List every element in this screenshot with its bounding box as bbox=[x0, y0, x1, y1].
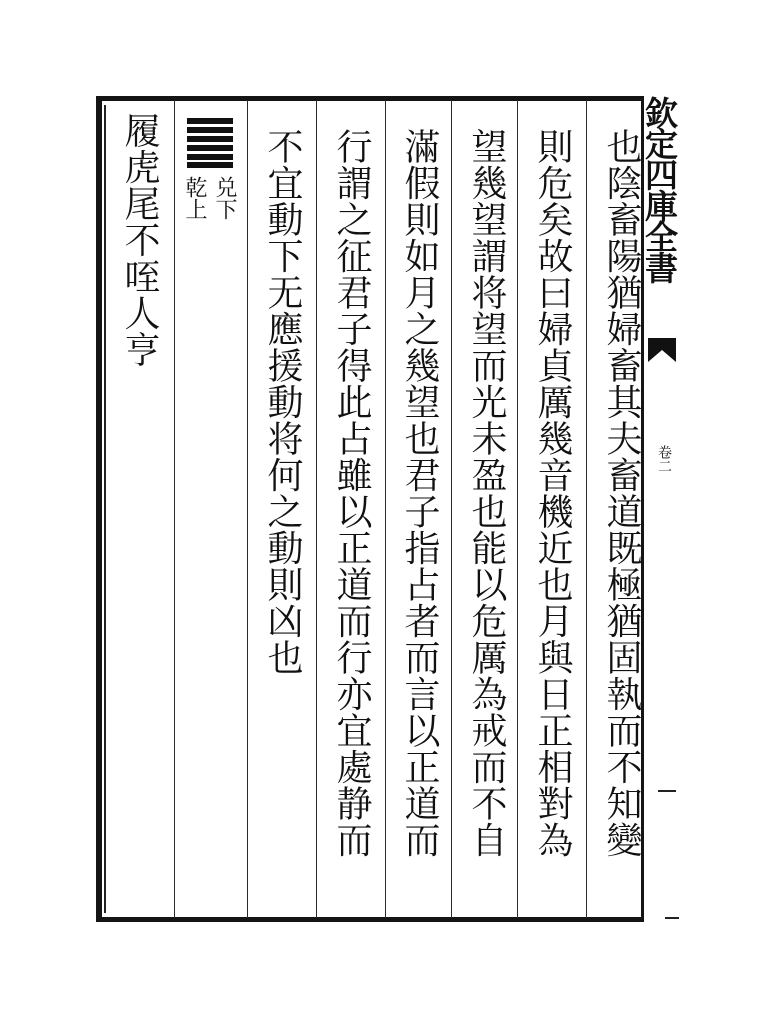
column-divider bbox=[316, 100, 317, 918]
text-column: 不宜動下无應援動将何之動則凶也 bbox=[262, 128, 303, 676]
text-column: 滿假則如月之幾望也君子指占者而言以正道而 bbox=[399, 128, 440, 858]
column-divider bbox=[451, 100, 452, 918]
column-divider bbox=[174, 100, 175, 918]
text-column: 則危矣故曰婦貞厲幾音機近也月與日正相對為 bbox=[532, 128, 573, 858]
column-divider bbox=[385, 100, 386, 918]
lower-trigram-label: 兑下 bbox=[212, 176, 237, 220]
column-divider bbox=[586, 100, 587, 918]
volume-label: 卷二 bbox=[656, 445, 672, 473]
column-divider bbox=[247, 100, 248, 918]
hexagram-statement: 履虎尾不咥人亨 bbox=[119, 112, 160, 368]
fishtail-mark-icon bbox=[646, 336, 678, 366]
upper-trigram-label: 乾上 bbox=[182, 176, 207, 220]
margin-tick bbox=[665, 917, 679, 919]
book-title: 欽定四庫全書 bbox=[640, 96, 679, 282]
frame-inner-rule bbox=[104, 105, 106, 913]
margin-tick bbox=[658, 790, 676, 792]
text-column: 行謂之征君子得此占雖以正道而行亦宜處静而 bbox=[331, 128, 372, 858]
column-divider bbox=[517, 100, 518, 918]
text-column: 也陰畜陽猶婦畜其夫畜道既極猶固執而不知變 bbox=[601, 128, 642, 858]
hexagram-lu-icon bbox=[187, 118, 233, 168]
text-column: 望幾望謂将望而光未盈也能以危厲為戒而不自 bbox=[466, 128, 507, 858]
